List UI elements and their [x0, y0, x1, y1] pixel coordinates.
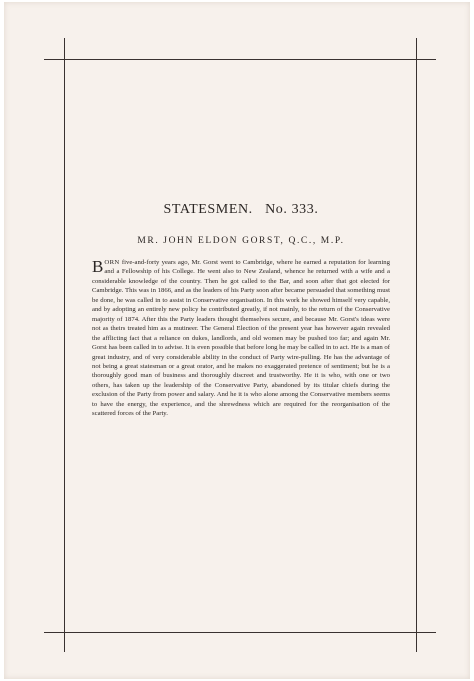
drop-cap-letter: B	[92, 257, 104, 276]
page-subheading: MR. JOHN ELDON GORST, Q.C., M.P.	[137, 236, 345, 246]
article-content	[92, 202, 390, 419]
frame-rule-left	[64, 38, 65, 652]
frame-rule-right	[416, 38, 417, 652]
article-body	[92, 258, 390, 419]
frame-rule-top	[44, 59, 436, 60]
page-sheet	[4, 2, 470, 679]
article-text: five-and-forty years ago, Mr. Gorst went to Cambridge, where he earned a reputation for learning and a Fellowship of his College. He went also to New Zealand, whence he returned with a wife and a considerable knowledge of the country. Then he got called to the Bar, and soon after that got elected for Cambridge. This was in 1866, and as the leaders of his Party soon after became persuaded that something must be done, he was called in to assist in Conservative organisation. In this work he showed himself very capable, and by adopting an entirely new policy he contributed greatly, if not mainly, to the return of the Conservative majority of 1874. After this the Party leaders thought themselves secure, and because Mr. Gorst's ideas were not as theirs treated him as a mutineer. The General Election of the present year has however again revealed the afflicting fact that a reliance on dukes, landlords, and old women may be pushed too far; and again Mr. Gorst has been called in to advise. It is even possible that before long he may be called in to act. He is a man of great industry, and of very considerable ability in the conduct of Party wire-pulling. He has the advantage of not being a great statesman or a great orator, and he makes no exaggerated pretence of sentiment; but he is a thoroughly good man of business and thoroughly discreet and trustworthy. He it is who, with one or two others, has taken up the leadership of the Conservative Party, abandoned by its titular chiefs during the exclusion of the Party from power and salary. And he it is who alone among the Conservative members seems to have the energy, the experience, and the shrewdness which are required for the reorganisation of the scattered forces of the Party.	[92, 259, 390, 418]
page-heading: STATESMEN. No. 333.	[163, 202, 319, 217]
first-word-rest: ORN	[104, 259, 120, 266]
frame-rule-bottom	[44, 632, 436, 633]
